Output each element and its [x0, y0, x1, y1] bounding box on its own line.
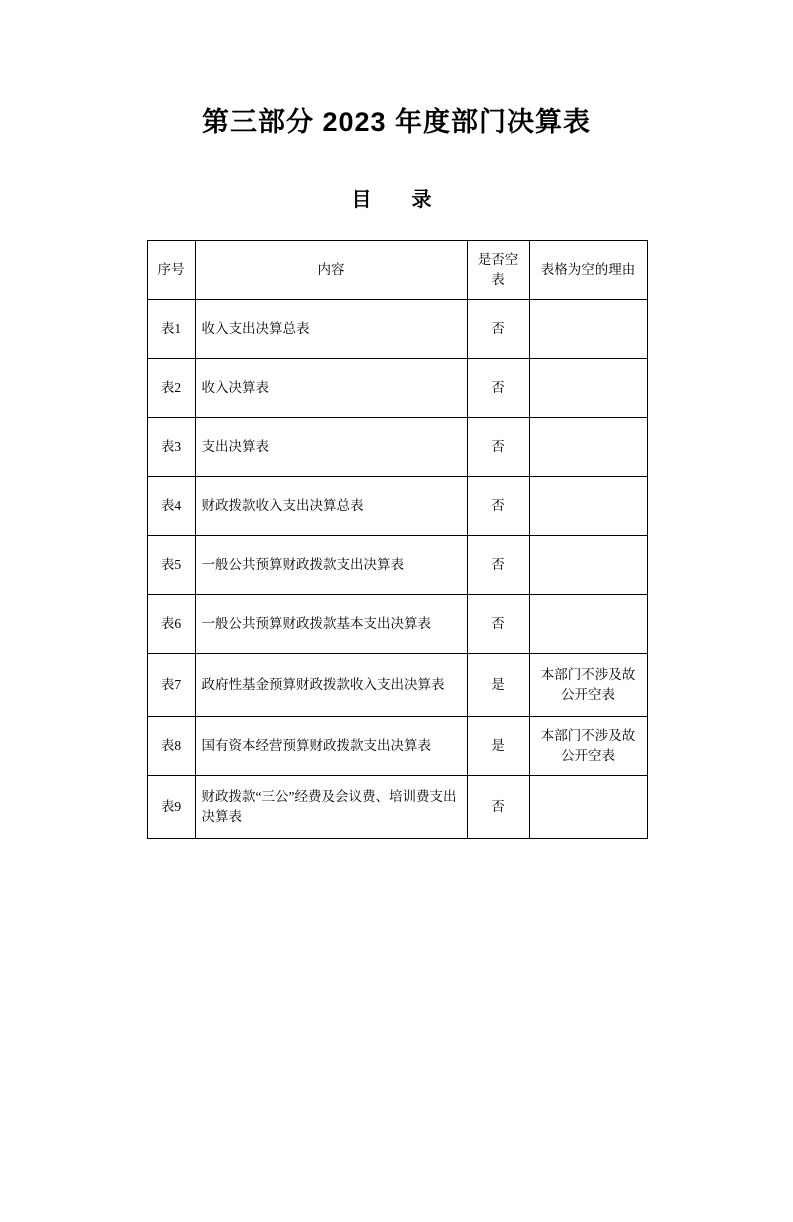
row-reason — [529, 418, 647, 477]
table-row — [147, 359, 647, 418]
row-reason — [529, 300, 647, 359]
document-page — [0, 100, 793, 1222]
row-reason — [529, 595, 647, 654]
row-seq: 表9 — [147, 776, 195, 839]
column-header-content: 内容 — [195, 241, 467, 300]
row-content: 收入支出决算总表 — [195, 300, 467, 359]
row-reason: 本部门不涉及故公开空表 — [529, 654, 647, 717]
table-row — [147, 300, 647, 359]
row-seq: 表3 — [147, 418, 195, 477]
row-is-empty: 是 — [467, 717, 529, 776]
table-header-row — [147, 241, 647, 300]
row-is-empty: 否 — [467, 418, 529, 477]
column-header-is-empty: 是否空表 — [467, 241, 529, 300]
row-seq: 表6 — [147, 595, 195, 654]
row-is-empty: 否 — [467, 595, 529, 654]
row-seq: 表7 — [147, 654, 195, 717]
row-is-empty: 否 — [467, 536, 529, 595]
row-content: 财政拨款“三公”经费及会议费、培训费支出决算表 — [195, 776, 467, 839]
row-is-empty: 否 — [467, 300, 529, 359]
row-reason — [529, 776, 647, 839]
row-content: 国有资本经营预算财政拨款支出决算表 — [195, 717, 467, 776]
row-is-empty: 是 — [467, 654, 529, 717]
table-row — [147, 595, 647, 654]
row-content: 财政拨款收入支出决算总表 — [195, 477, 467, 536]
table-row — [147, 717, 647, 776]
row-reason: 本部门不涉及故公开空表 — [529, 717, 647, 776]
row-content: 收入决算表 — [195, 359, 467, 418]
table-row — [147, 654, 647, 717]
toc-heading: 目 录 — [351, 189, 442, 211]
row-content: 支出决算表 — [195, 418, 467, 477]
table-row — [147, 418, 647, 477]
row-reason — [529, 359, 647, 418]
row-seq: 表4 — [147, 477, 195, 536]
row-seq: 表5 — [147, 536, 195, 595]
toc-table-container — [147, 240, 647, 839]
row-is-empty: 否 — [467, 359, 529, 418]
row-is-empty: 否 — [467, 477, 529, 536]
row-content: 一般公共预算财政拨款支出决算表 — [195, 536, 467, 595]
table-row — [147, 477, 647, 536]
table-row — [147, 776, 647, 839]
row-content: 一般公共预算财政拨款基本支出决算表 — [195, 595, 467, 654]
row-reason — [529, 536, 647, 595]
row-seq: 表2 — [147, 359, 195, 418]
row-content: 政府性基金预算财政拨款收入支出决算表 — [195, 654, 467, 717]
row-is-empty: 否 — [467, 776, 529, 839]
row-seq: 表8 — [147, 717, 195, 776]
row-seq: 表1 — [147, 300, 195, 359]
table-row — [147, 536, 647, 595]
page-title: 第三部分 2023 年度部门决算表 — [201, 107, 592, 137]
toc-table — [147, 240, 648, 839]
column-header-reason: 表格为空的理由 — [529, 241, 647, 300]
row-reason — [529, 477, 647, 536]
column-header-seq: 序号 — [147, 241, 195, 300]
